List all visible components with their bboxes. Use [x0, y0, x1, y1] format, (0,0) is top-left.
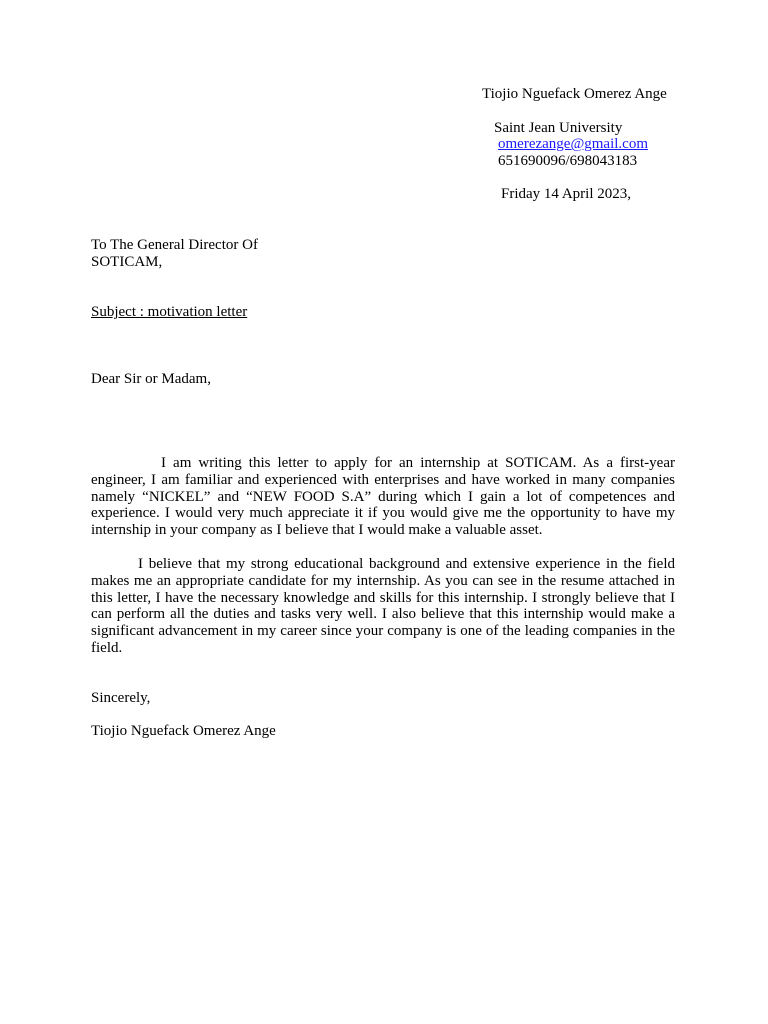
sender-name: Tiojio Nguefack Omerez Ange [482, 86, 667, 102]
signature-name: Tiojio Nguefack Omerez Ange [91, 723, 276, 739]
body-paragraph-1: I am writing this letter to apply for an internship at SOTICAM. As a first-year engineer, I am familiar and experienced with enterprises and have worked in many companies namely “NICKEL” and “NEW FOOD S.A” during which I gain a lot of competences and experience. I would very much appreciate it if you would give me the opportunity to have my internship in your company as I believe that I would make a valuable asset. [91, 455, 675, 539]
letter-date: Friday 14 April 2023, [501, 186, 631, 202]
body-paragraph-2: I believe that my strong educational background and extensive experience in the field makes me an appropriate candidate for my internship. As you can see in the resume attached in this letter, I have the necessary knowledge and skills for this internship. I strongly believe that I can perform all the duties and tasks very well. I also believe that this internship would make a significant advancement in my career since your company is one of the leading companies in the field. [91, 556, 675, 656]
recipient-line-2: SOTICAM, [91, 254, 163, 270]
subject-line: Subject : motivation letter [91, 304, 248, 320]
sender-phone: 651690096/698043183 [498, 153, 638, 169]
closing: Sincerely, [91, 690, 151, 706]
sender-institution: Saint Jean University [494, 120, 623, 136]
recipient-line-1: To The General Director Of [91, 237, 258, 253]
sender-email-link[interactable]: omerezange@gmail.com [498, 136, 648, 152]
salutation: Dear Sir or Madam, [91, 371, 211, 387]
